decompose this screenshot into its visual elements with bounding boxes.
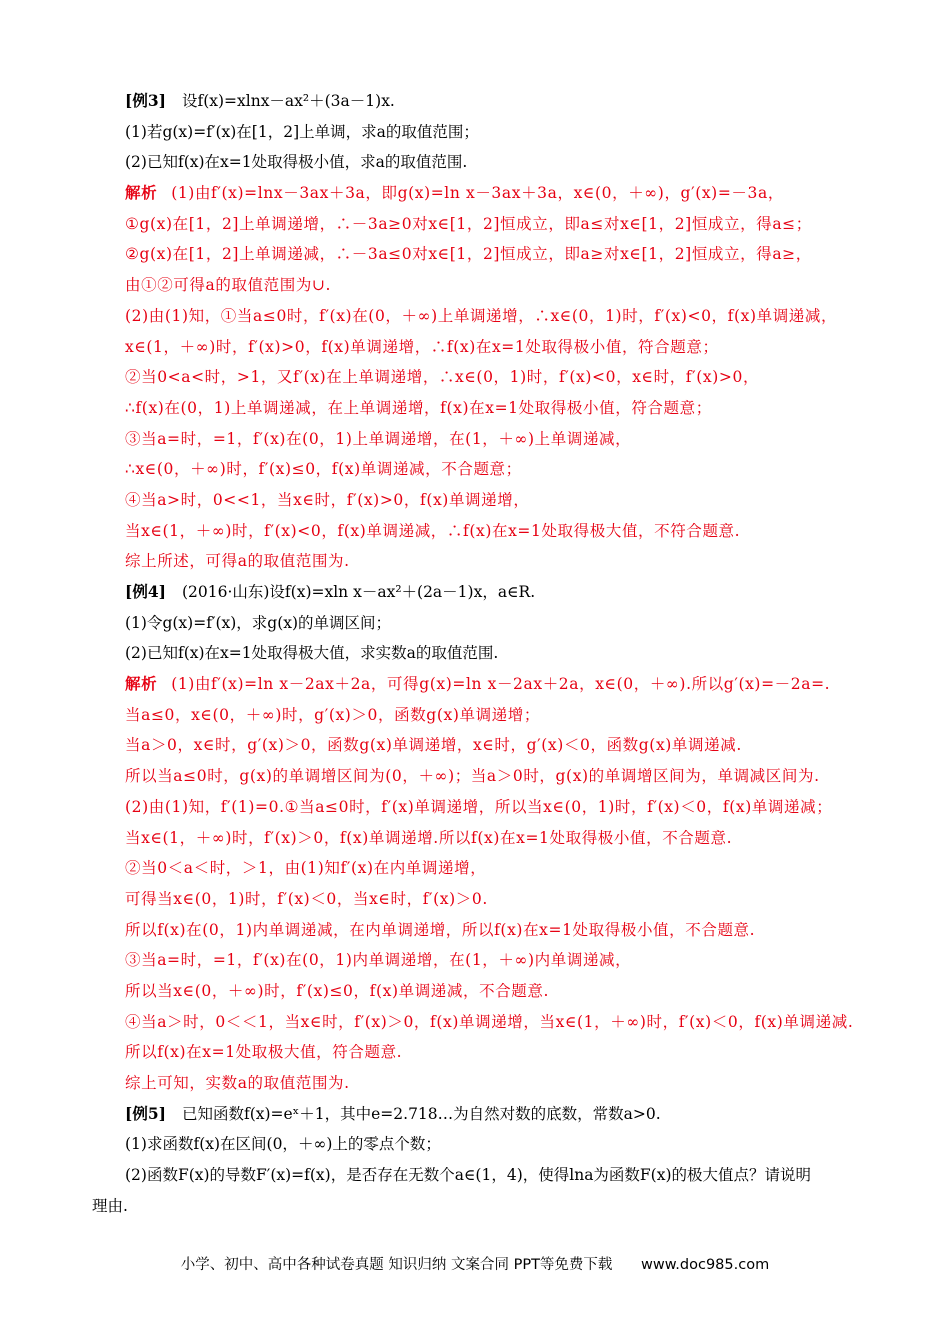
- text-line: [92, 823, 882, 854]
- text-line: [92, 700, 882, 731]
- line-text: ∴x∈(0，＋∞)时，f′(x)≤0，f(x)单调递减，不合题意；: [125, 460, 522, 479]
- line-text: 当x∈(1，＋∞)时，f′(x)＞0，f(x)单调递增.所以f(x)在x=1处取得极小值，不合题意.: [125, 828, 733, 847]
- line-text: ∴f(x)在(0，1)上单调递减，在上单调递增，f(x)在x=1处取得极小值，符合题意；: [125, 398, 712, 417]
- line-text: (1)由f′(x)=ln x－2ax＋2a，可得g(x)=ln x－2ax＋2a，x∈(0，＋∞).所以g′(x)=－2a=.: [171, 675, 831, 694]
- line-text: ①g(x)在[1，2]上单调递增，∴－3a≥0对x∈[1，2]恒成立，即a≤对x∈[1，2]恒成立，得a≤；: [125, 214, 812, 233]
- line-text: (1)若g(x)=f′(x)在[1，2]上单调，求a的取值范围；: [125, 122, 479, 141]
- text-line: [92, 209, 882, 240]
- line-text: 设f(x)=xlnx－ax²＋(3a－1)x.: [181, 92, 395, 110]
- text-line: [92, 178, 882, 209]
- text-line: [92, 608, 882, 639]
- text-line: [92, 761, 882, 792]
- text-line: [92, 332, 882, 363]
- text-line: [92, 669, 882, 700]
- text-line: [92, 1068, 882, 1099]
- text-line: [92, 1099, 882, 1130]
- line-text: (2)已知f(x)在x=1处取得极大值，求实数a的取值范围.: [125, 644, 499, 663]
- line-text: 由①②可得a的取值范围为∪.: [125, 276, 332, 295]
- text-line: [92, 516, 882, 547]
- footer-website: www.doc985.com: [641, 1257, 770, 1273]
- line-text: ②当0＜a＜时，＞1，由(1)知f′(x)在内单调递增，: [125, 859, 487, 878]
- line-text: ②当0<a<时，>1，又f′(x)在上单调递增，∴x∈(0，1)时，f′(x)<0，x∈时，f′(x)>0，: [125, 368, 760, 387]
- line-text: (2016·山东)设f(x)=xln x－ax²＋(2a－1)x，a∈R.: [181, 583, 536, 601]
- text-line: [92, 976, 882, 1007]
- text-line: [92, 86, 882, 117]
- example-label: [例4]: [125, 582, 166, 601]
- line-text: (2)已知f(x)在x=1处取得极小值，求a的取值范围.: [125, 153, 468, 172]
- text-line: [92, 730, 882, 761]
- text-line: [92, 424, 882, 455]
- line-text: 当x∈(1，＋∞)时，f′(x)<0，f(x)单调递减，∴f(x)在x=1处取得极大值，不符合题意.: [125, 521, 741, 540]
- line-text: 所以当x∈(0，＋∞)时，f′(x)≤0，f(x)单调递减，不合题意.: [125, 981, 550, 1000]
- line-text: 所以当a≤0时，g(x)的单调增区间为(0，＋∞)；当a＞0时，g(x)的单调增区间为，单调减区间为.: [125, 767, 820, 786]
- text-line: [92, 792, 882, 823]
- text-line: [92, 577, 882, 608]
- text-line: [92, 301, 882, 332]
- document-body: [92, 86, 882, 1221]
- text-line: [92, 945, 882, 976]
- page-footer: [0, 1253, 950, 1274]
- line-text: x∈(1，＋∞)时，f′(x)>0，f(x)单调递增，∴f(x)在x=1处取得极小值，符合题意；: [125, 337, 719, 356]
- line-text: (2)函数F(x)的导数F′(x)=f(x)，是否存在无数个a∈(1，4)，使得lna为函数F(x)的极大值点？请说明: [125, 1166, 812, 1185]
- text-line: [92, 546, 882, 577]
- solution-label: 解析: [125, 674, 158, 694]
- line-text: (1)由f′(x)=lnx－3ax＋3a，即g(x)=ln x－3ax＋3a，x∈(0，＋∞)，g′(x)=－3a，: [171, 184, 784, 203]
- text-line: [92, 393, 882, 424]
- line-text: ③当a=时，=1，f′(x)在(0，1)内单调递增，在(1，＋∞)内单调递减，: [125, 951, 632, 970]
- line-text: 已知函数f(x)=eˣ＋1，其中e=2.718…为自然对数的底数，常数a>0.: [181, 1104, 661, 1123]
- line-text: ④当a>时，0<<1，当x∈时，f′(x)>0，f(x)单调递增，: [125, 490, 530, 509]
- text-line: [92, 485, 882, 516]
- text-line: [92, 362, 882, 393]
- text-line: [92, 915, 882, 946]
- line-text: ②g(x)在[1，2]上单调递减，∴－3a≤0对x∈[1，2]恒成立，即a≥对x∈[1，2]恒成立，得a≥，: [125, 245, 812, 264]
- line-text: 所以f(x)在(0，1)内单调递减，在内单调递增，所以f(x)在x=1处取得极小值，不合题意.: [125, 920, 756, 939]
- line-text: ③当a=时，=1，f′(x)在(0，1)上单调递增，在(1，＋∞)上单调递减，: [125, 429, 632, 448]
- text-line: [92, 638, 882, 669]
- text-line: [92, 454, 882, 485]
- line-text: 所以f(x)在x=1处取极大值，符合题意.: [125, 1043, 403, 1062]
- line-text: 当a＞0，x∈时，g′(x)＞0，函数g(x)单调递增，x∈时，g′(x)＜0，函数g(x)单调递减.: [125, 736, 742, 755]
- text-line: [92, 1007, 882, 1038]
- line-text: ④当a＞时，0＜＜1，当x∈时，f′(x)＞0，f(x)单调递增，当x∈(1，＋∞)时，f′(x)＜0，f(x)单调递减.: [125, 1012, 854, 1031]
- text-line: [92, 1160, 882, 1191]
- footer-text: 小学、初中、高中各种试卷真题 知识归纳 文案合同 PPT等免费下载: [180, 1257, 613, 1273]
- text-line: [92, 853, 882, 884]
- solution-label: 解析: [125, 183, 158, 203]
- line-text: (1)令g(x)=f′(x)，求g(x)的单调区间；: [125, 613, 392, 632]
- text-line: [92, 270, 882, 301]
- line-text: 可得当x∈(0，1)时，f′(x)＜0，当x∈时，f′(x)＞0.: [125, 889, 488, 908]
- line-text: (1)求函数f(x)在区间(0，＋∞)上的零点个数；: [125, 1135, 441, 1154]
- text-line: [92, 147, 882, 178]
- line-text: 综上可知，实数a的取值范围为.: [125, 1074, 350, 1092]
- text-line: [92, 884, 882, 915]
- text-line: [92, 1191, 882, 1222]
- line-text: 当a≤0，x∈(0，＋∞)时，g′(x)＞0，函数g(x)单调递增；: [125, 705, 540, 724]
- line-text: (2)由(1)知，①当a≤0时，f′(x)在(0，＋∞)上单调递增，∴x∈(0，1)时，f′(x)<0，f(x)单调递减，: [125, 306, 838, 325]
- line-text: 综上所述，可得a的取值范围为.: [125, 552, 350, 571]
- example-label: [例3]: [125, 91, 166, 110]
- example-label: [例5]: [125, 1103, 166, 1123]
- text-line: [92, 239, 882, 270]
- text-line: [92, 1037, 882, 1068]
- line-text: (2)由(1)知，f′(1)=0.①当a≤0时，f′(x)单调递增，所以当x∈(0，1)时，f′(x)＜0，f(x)单调递减；: [125, 797, 833, 816]
- text-line: [92, 1129, 882, 1160]
- line-text: 理由.: [92, 1196, 128, 1215]
- text-line: [92, 117, 882, 148]
